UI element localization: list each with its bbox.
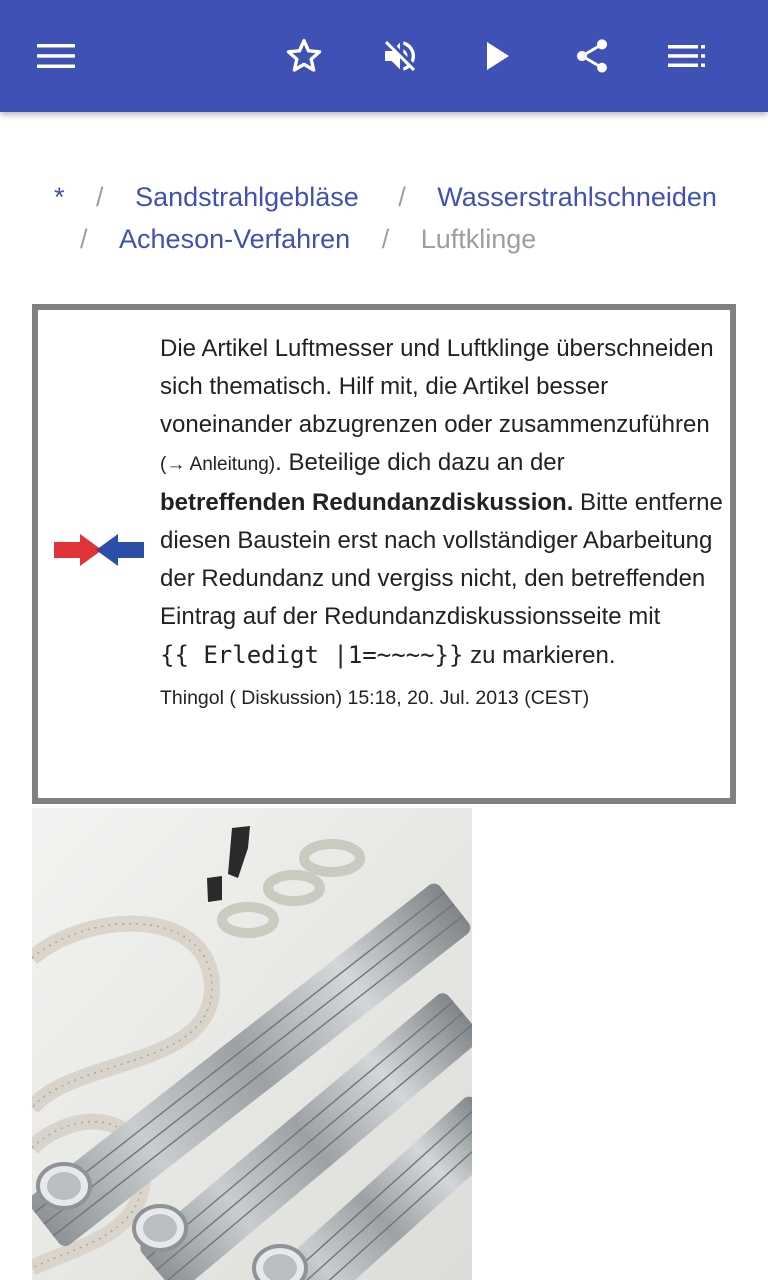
menu-icon (37, 42, 75, 70)
redundancy-notice (32, 304, 736, 804)
breadcrumb-separator: / (398, 182, 406, 212)
notice-signature: Thingol ( Diskussion) 15:18, 20. Jul. 2013 (CEST) (160, 687, 590, 709)
contents-button[interactable] (660, 28, 716, 84)
notice-text-3: Bitte entferne diesen Baustein erst nach vollständiger Abarbeitung der Redundanz und vergiss nicht, den betreffenden Eintrag auf der Redundanzdiskussionsseite mit (160, 489, 723, 630)
share-icon (572, 36, 612, 76)
breadcrumb-item-acheson-verfahren[interactable]: Acheson-Verfahren (119, 224, 351, 254)
share-button[interactable] (564, 28, 620, 84)
notice-text-2: . Beteilige dich dazu an der (275, 449, 565, 476)
list-icon (668, 43, 708, 69)
play-icon (483, 40, 513, 72)
discussion-link[interactable]: betreffenden Redundanzdiskussion. (160, 489, 574, 516)
breadcrumb-separator: / (80, 224, 88, 254)
template-code: {{ Erledigt |1=~~~~}} (160, 641, 464, 669)
notice-text-4: zu markieren. (463, 642, 616, 669)
app-bar (0, 0, 768, 112)
breadcrumb-separator: / (381, 224, 390, 254)
star-icon (284, 36, 324, 76)
notice-inner (38, 310, 730, 798)
notice-text (160, 330, 730, 713)
volume-off-icon (380, 36, 420, 76)
air-knife-photo (32, 808, 472, 1280)
guide-link[interactable]: (→ Anleitung) (160, 454, 276, 475)
article-image[interactable] (32, 808, 472, 1280)
mute-button[interactable] (372, 28, 428, 84)
breadcrumb-item-wasserstrahlschneiden[interactable]: Wasserstrahlschneiden (437, 182, 717, 212)
merge-arrows-icon (54, 530, 144, 570)
menu-button[interactable] (28, 28, 84, 84)
breadcrumb-item-sandstrahlgeblaese[interactable]: Sandstrahlgebläse (135, 182, 359, 212)
play-button[interactable] (470, 28, 526, 84)
breadcrumb-separator: / (96, 182, 104, 212)
breadcrumb (52, 176, 732, 260)
notice-text-1: Die Artikel Luftmesser und Luftklinge überschneiden sich thematisch. Hilf mit, die Artikel besser voneinander abzugrenzen oder zusammenzuführen (160, 335, 714, 438)
breadcrumb-current: Luftklinge (420, 224, 537, 254)
breadcrumb-root[interactable]: * (54, 182, 65, 212)
favorite-button[interactable] (276, 28, 332, 84)
